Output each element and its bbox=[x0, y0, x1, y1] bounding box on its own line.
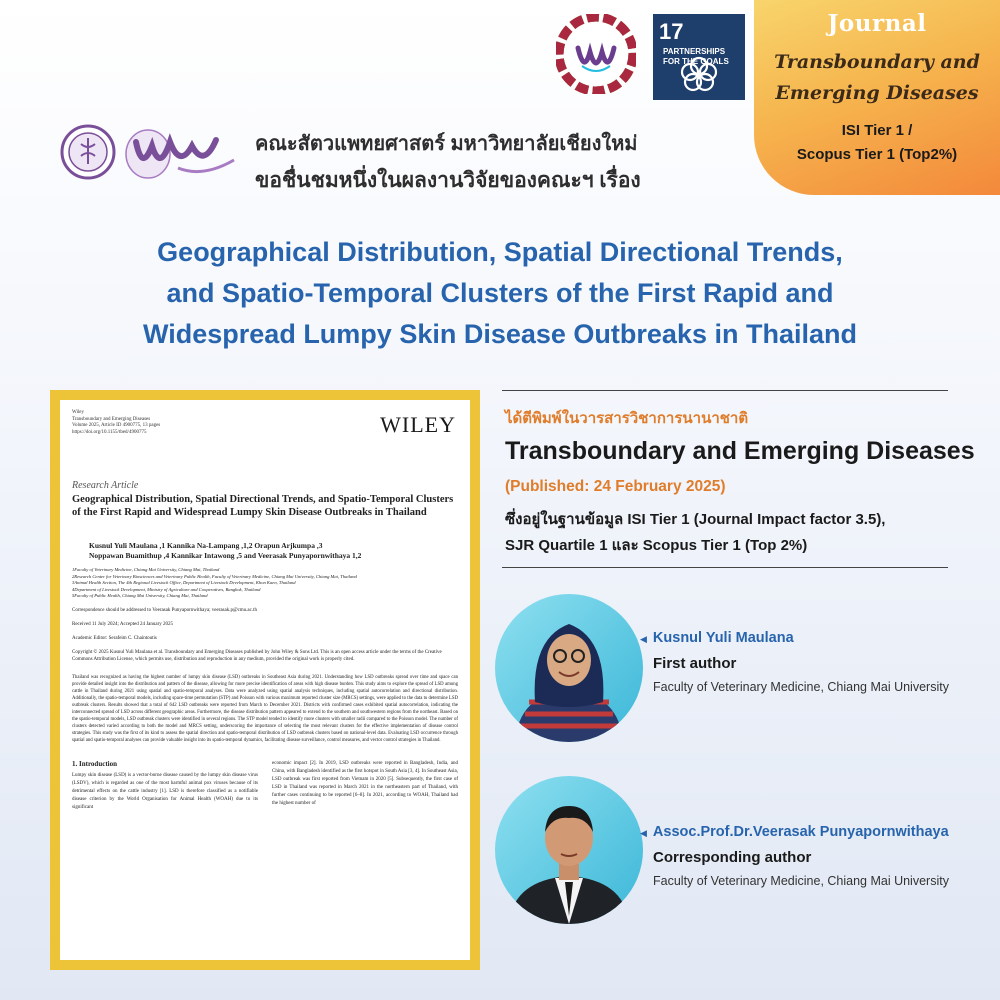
badge-kicker: Journal bbox=[827, 10, 927, 37]
paper-intro-left bbox=[72, 760, 258, 812]
triangle-left-icon: ◀ bbox=[640, 634, 647, 644]
paper-affiliation: 3Animal Health Section, The 4th Regional Livestock Office, Department of Livestock Development, Khon Kaen, Thailand bbox=[72, 580, 296, 585]
author-name: Assoc.Prof.Dr.Veerasak Punyapornwithaya bbox=[652, 824, 949, 840]
paper-article-type: Research Article bbox=[72, 480, 139, 491]
paper-page bbox=[60, 400, 470, 960]
paper-meta-line: Transboundary and Emerging Diseases bbox=[72, 416, 151, 422]
paper-intro-right bbox=[272, 760, 458, 812]
paper-meta-line: Volume 2025, Article ID 4900775, 13 pages bbox=[72, 423, 161, 428]
badge-journal-line1: Transboundary and bbox=[774, 51, 980, 73]
published-date: (Published: 24 February 2025) bbox=[505, 478, 726, 495]
author-name: Kusnul Yuli Maulana bbox=[652, 630, 794, 646]
paper-meta-line: https://doi.org/10.1155/tbed/4900775 bbox=[72, 429, 147, 435]
header-line2: ขอชื่นชมหนึ่งในผลงานวิจัยของคณะฯ เรื่อง bbox=[255, 169, 641, 192]
author-role: Corresponding author bbox=[653, 849, 812, 866]
paper-authors-line: Kusnul Yuli Maulana ,1 Kannika Na-Lampang ,1,2 Orapun Arjkumpa ,3 bbox=[89, 541, 323, 550]
author-role: First author bbox=[653, 655, 737, 672]
paper-title bbox=[40, 232, 960, 355]
badge-tier bbox=[754, 119, 1000, 167]
header-line1: คณะสัตวแพทยศาสตร์ มหาวิทยาลัยเชียงใหม่ bbox=[255, 133, 638, 155]
index-line1: ซึ่งอยู่ในฐานข้อมูล ISI Tier 1 (Journal Impact factor 3.5), bbox=[505, 511, 886, 528]
title-line2: and Spatio-Temporal Clusters of the First Rapid and bbox=[166, 278, 834, 308]
paper-authors-line: Noppawan Buamithup ,4 Kannikar Intawong ,5 and Veerasak Punyapornwithaya 1,2 bbox=[89, 551, 362, 560]
author-photo-corresponding bbox=[495, 776, 643, 924]
faculty-seal-logo bbox=[60, 124, 116, 180]
divider-bottom bbox=[502, 567, 948, 568]
author-affiliation: Faculty of Veterinary Medicine, Chiang Mai University bbox=[653, 680, 949, 694]
paper-affiliations bbox=[72, 567, 458, 600]
sdg-label-line1: PARTNERSHIPS bbox=[663, 47, 726, 56]
divider-top bbox=[502, 390, 948, 391]
author-photo-first bbox=[495, 594, 643, 742]
paper-meta-line: Wiley bbox=[72, 410, 85, 415]
title-line3: Widespread Lumpy Skin Disease Outbreaks in Thailand bbox=[143, 319, 857, 349]
paper-authors bbox=[72, 541, 462, 561]
paper-intro-left-text: Lumpy skin disease (LSD) is a vector-borne disease caused by the lumpy skin disease virus (LSDV), which is regarded as one of the most harmful animal pox viruses because of its detrimental effects on the cattle industry [1]. LSD is therefore classified as a notifiable disease criterion by the World Organisation for Animal Health (WOAH) due to its significant bbox=[72, 772, 258, 810]
sdg-number: 17 bbox=[659, 19, 684, 44]
paper-correspondence: Correspondence should be addressed to Veerasak Punyapornwithaya; veerasak.p@cmu.ac.th bbox=[72, 607, 258, 613]
author-first bbox=[640, 630, 949, 694]
paper-affiliation: 2Research Center for Veterinary Biosciences and Veterinary Public Health, Faculty of Veterinary Medicine, Chiang Mai University, Chiang Mai, Thailand bbox=[72, 573, 357, 579]
index-line2: SJR Quartile 1 และ Scopus Tier 1 (Top 2%) bbox=[505, 537, 808, 554]
sdg17-partnerships-logo bbox=[653, 14, 745, 100]
paper-meta bbox=[72, 410, 272, 436]
title-line1: Geographical Distribution, Spatial Directional Trends, bbox=[157, 237, 843, 267]
badge-tier-line2: Scopus Tier 1 (Top2%) bbox=[796, 146, 958, 163]
badge-journal-name bbox=[754, 47, 1000, 109]
paper-affiliation: 5Faculty of Public Health, Chiang Mai University, Chiang Mai, Thailand bbox=[72, 593, 208, 598]
paper-thumbnail bbox=[50, 390, 480, 970]
wiley-logo: WILEY bbox=[380, 412, 456, 437]
paper-intro-right-text: economic impact [2]. In 2019, LSD outbreaks were reported in Bangladesh, India, and China, with Bangladesh identified as the first hotspot in South Asia [3, 4]. In Southeast Asia, LSD outbreak was first reported from Vietnam in 2020 [5]. Subsequently, the first case of LSD in Thailand was reported in March 2021 in the northeastern part of Thailand, with further cases continuing to be reported [6–8]. In 2021, according to WOAH, Thailand had the highest number of bbox=[272, 760, 458, 806]
paper-affiliation: 1Faculty of Veterinary Medicine, Chiang Mai University, Chiang Mai, Thailand bbox=[72, 567, 220, 572]
triangle-left-icon: ◀ bbox=[640, 828, 647, 838]
paper-abstract: Thailand was recognized as having the highest number of lumpy skin disease (LSD) outbreaks in Southeast Asia during 2021. Understanding how LSD outbreaks spread over time and space can provide detailed insight into the distribution and pattern of the disease, allowing for more precise identification of areas with high disease burden. This study aims to explore the spread of LSD among cattle in Thailand during 2021 using spatial and spatio-temporal analyses. Data were analyzed using spatial analysis techniques, including spatial autocorrelation and directional distribution. Additionally, the spatio-temporal models, including space-time permutation (STP) and Poisson with various maximum reported cluster size (MRCS) settings, were applied to the data to determine LSD outbreak clusters. Results showed that a total of 642 LSD outbreaks were reported from March to December 2021. Districts with confirmed cases exhibited spatial autocorrelation, indicating the interconnected spread of LSD across different geographic areas. Furthermore, the disease distribution pattern appeared to extend to the southern and southwestern regions from the northeast. Based on the spatio-temporal models, LSD outbreak clusters were identified in several regions. The STP model tended to identify more clusters with smaller radii compared to the Poisson model. The number of clusters detected varied according to both the model and MRCS setting, underscoring the importance of selecting the most relevant clusters for the effective implementation of disease control strategies. This study was the first of its kind to assess the spatial direction and spatio-temporal distribution of LSD outbreak clusters based on national-level data. Evaluating LSD occurrence through spatial and spatio-temporal analyses can provide valuable insight into its spatio-temporal dynamics, facilitating disease surveillance, control measures, and vector control strategies in Thailand. bbox=[72, 674, 458, 743]
paper-received: Received 11 July 2024; Accepted 24 January 2025 bbox=[72, 621, 174, 627]
sdg-wheel-logo bbox=[556, 14, 636, 94]
author-affiliation: Faculty of Veterinary Medicine, Chiang Mai University bbox=[653, 874, 949, 888]
publication-label: ได้ตีพิมพ์ในวารสารวิชาการนานาชาติ bbox=[505, 410, 749, 427]
badge-tier-line1: ISI Tier 1 / bbox=[841, 122, 913, 139]
badge-journal-line2: Emerging Diseases bbox=[775, 82, 979, 104]
paper-intro-heading: 1. Introduction bbox=[72, 759, 117, 768]
sdg-label-line2: FOR THE GOALS bbox=[663, 57, 729, 66]
paper-editor: Academic Editor: Serafeim C. Chaintoutis bbox=[72, 635, 157, 641]
journal-badge bbox=[754, 0, 1000, 195]
author-corresponding bbox=[640, 824, 949, 888]
cmu-logo bbox=[118, 122, 242, 184]
paper-affiliation: 4Department of Livestock Development, Ministry of Agriculture and Cooperatives, Bangkok, Thailand bbox=[72, 586, 261, 592]
flower-rings-icon bbox=[677, 54, 721, 94]
journal-name: Transboundary and Emerging Diseases bbox=[505, 437, 975, 465]
paper-page-title: Geographical Distribution, Spatial Directional Trends, and Spatio-Temporal Clusters of the First Rapid and Widespread Lumpy Skin Disease Outbreaks in Thailand bbox=[72, 494, 454, 518]
paper-copyright: Copyright © 2025 Kusnul Yuli Maulana et al. Transboundary and Emerging Diseases published by John Wiley & Sons Ltd. This is an open access article under the terms of the Creative Commons Attribution License, which permits use, distribution and reproduction in any medium, provided the original work is properly cited. bbox=[72, 649, 442, 662]
paper-intro bbox=[72, 760, 458, 812]
